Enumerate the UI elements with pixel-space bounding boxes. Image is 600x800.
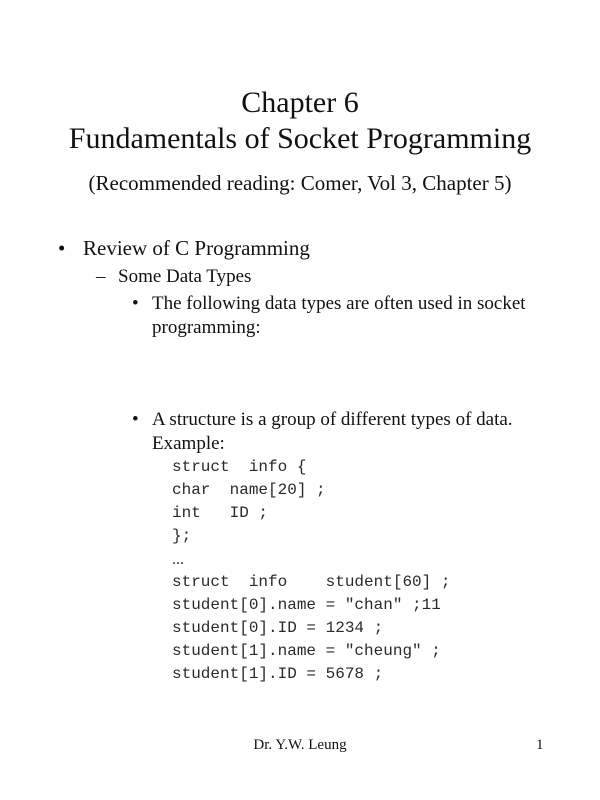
footer-author: Dr. Y.W. Leung: [253, 737, 347, 753]
bullet-marker-level3-2: •: [132, 409, 139, 430]
bullet-review-c-programming: Review of C Programming: [83, 236, 310, 260]
code-line: student[0].name = "chan" ;11: [172, 596, 441, 614]
bullet-marker-level1: •: [58, 236, 66, 260]
slide-title-chapter: Chapter 6: [241, 86, 359, 119]
code-line: struct info {: [172, 458, 307, 476]
slide-title-main: Fundamentals of Socket Programming: [68, 122, 532, 155]
bullet-marker-level2: –: [96, 266, 106, 287]
code-line: };: [172, 527, 192, 545]
code-line: student[1].name = "cheung" ;: [172, 642, 441, 660]
code-line: student[0].ID = 1234 ;: [172, 619, 384, 637]
bullet-data-types-line1: The following data types are often used in socket: [152, 293, 526, 314]
bullet-structure-line2: Example:: [152, 433, 225, 454]
page-number: 1: [536, 737, 544, 753]
code-line: ...: [172, 551, 184, 568]
slide-subtitle: (Recommended reading: Comer, Vol 3, Chapter 5): [88, 171, 512, 195]
code-line: int ID ;: [172, 504, 269, 522]
bullet-structure-line1: A structure is a group of different types of data.: [152, 409, 513, 430]
bullet-marker-level3-1: •: [132, 293, 139, 314]
code-line: struct info student[60] ;: [172, 573, 451, 591]
code-line: char name[20] ;: [172, 481, 326, 499]
bullet-some-data-types: Some Data Types: [118, 266, 252, 287]
code-line: student[1].ID = 5678 ;: [172, 665, 384, 683]
bullet-data-types-line2: programming:: [152, 317, 261, 338]
